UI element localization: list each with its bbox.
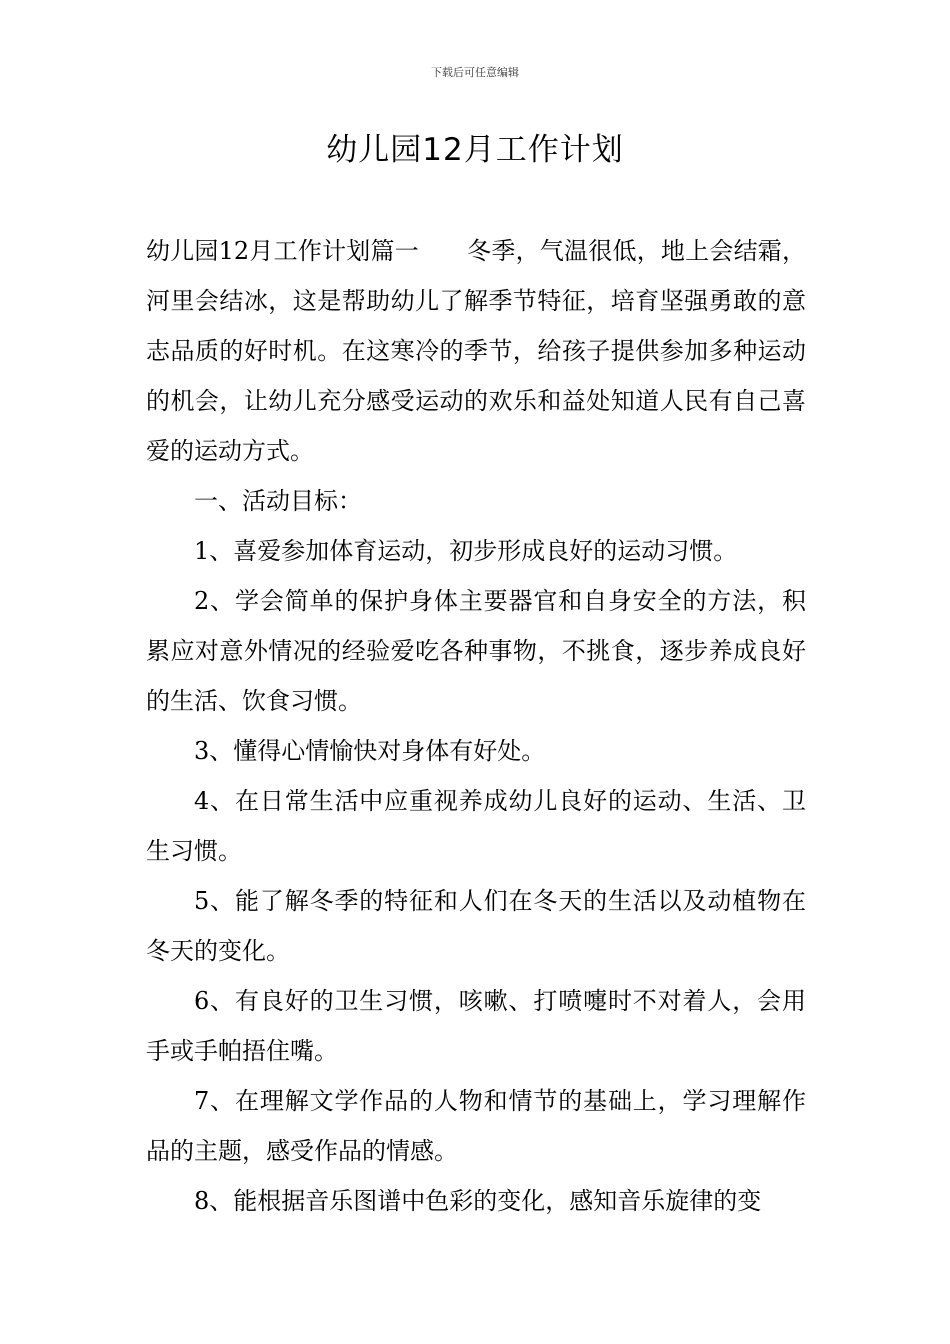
- intro-paragraph: [146, 226, 806, 476]
- document-body: [146, 226, 806, 1226]
- list-item: 3、懂得心情愉快对身体有好处。: [194, 737, 546, 765]
- list-item: 7、在理解文学作品的人物和情节的基础上，学习理解作品的主题，感受作品的情感。: [146, 1087, 806, 1165]
- list-item: 8、能根据音乐图谱中色彩的变化，感知音乐旋律的变: [194, 1187, 762, 1215]
- list-item: 1、喜爱参加体育运动，初步形成良好的运动习惯。: [194, 537, 738, 565]
- header-note: 下载后可任意编辑: [431, 66, 519, 79]
- intro-lead: 幼儿园12月工作计划篇一: [146, 237, 419, 265]
- section-heading: 一、活动目标：: [194, 487, 362, 515]
- document-title: 幼儿园12月工作计划: [326, 132, 624, 168]
- list-item: 2、学会简单的保护身体主要器官和自身安全的方法，积累应对意外情况的经验爱吃各种事物，不挑食，逐步养成良好的生活、饮食习惯。: [146, 587, 806, 715]
- list-item: 5、能了解冬季的特征和人们在冬天的生活以及动植物在冬天的变化。: [146, 887, 806, 965]
- list-item: 6、有良好的卫生习惯，咳嗽、打喷嚏时不对着人，会用手或手帕捂住嘴。: [146, 987, 806, 1065]
- intro-text: 冬季，气温很低，地上会结霜，河里会结冰，这是帮助幼儿了解季节特征，培育坚强勇敢的意志品质的好时机。在这寒冷的季节，给孩子提供参加多种运动的机会，让幼儿充分感受运动的欢乐和益处知道人民有自己喜爱的运动方式。: [146, 237, 807, 465]
- list-item: 4、在日常生活中应重视养成幼儿良好的运动、生活、卫生习惯。: [146, 787, 806, 865]
